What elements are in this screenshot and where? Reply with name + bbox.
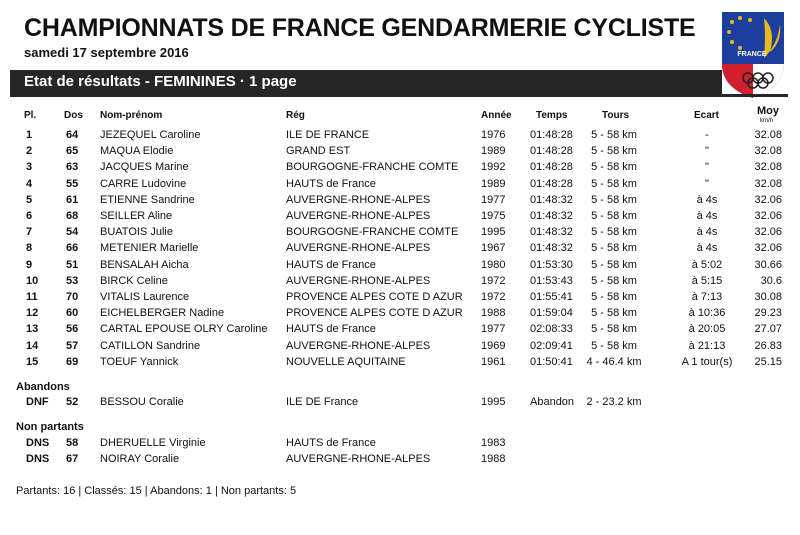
cell-place: 3 bbox=[26, 161, 33, 174]
cell-year: 1969 bbox=[481, 339, 506, 352]
cell-place: DNS bbox=[26, 453, 50, 466]
column-header-dos: Dos bbox=[64, 110, 83, 121]
cell-laps: 5 - 58 km bbox=[591, 193, 637, 206]
cell-region: AUVERGNE-RHONE-ALPES bbox=[286, 274, 431, 287]
cell-name: ETIENNE Sandrine bbox=[100, 193, 195, 206]
cell-place: 12 bbox=[26, 307, 39, 320]
results-banner: Etat de résultats - FEMININES · 1 page bbox=[10, 70, 722, 94]
cell-year: 1988 bbox=[481, 307, 506, 320]
cell-speed: 32.08 bbox=[754, 177, 782, 190]
cell-year: 1972 bbox=[481, 291, 506, 303]
table-row bbox=[0, 396, 800, 412]
cell-speed: 30.08 bbox=[754, 291, 782, 303]
page-title: CHAMPIONNATS DE FRANCE GENDARMERIE CYCLISTE bbox=[24, 14, 696, 42]
cell-name: JEZEQUEL Caroline bbox=[100, 129, 201, 141]
cell-place: 8 bbox=[26, 242, 33, 255]
cell-name: TOEUF Yannick bbox=[100, 355, 179, 368]
cell-laps: 5 - 58 km bbox=[591, 161, 637, 174]
cell-gap: à 20:05 bbox=[688, 323, 726, 336]
cell-place: 2 bbox=[26, 145, 33, 158]
section-label-non-partants: Non partants bbox=[16, 421, 84, 433]
section-label-abandons: Abandons bbox=[16, 381, 70, 393]
cell-gap: à 10:36 bbox=[688, 307, 726, 320]
cell-name: MAQUA Elodie bbox=[100, 145, 174, 158]
cell-speed: 30.6 bbox=[760, 274, 782, 287]
table-row bbox=[0, 307, 800, 323]
cell-region: HAUTS de France bbox=[286, 437, 376, 449]
cell-year: 1995 bbox=[481, 396, 506, 408]
table-row bbox=[0, 453, 800, 469]
cell-bib: 54 bbox=[66, 226, 79, 239]
cell-year: 1995 bbox=[481, 226, 506, 239]
table-row bbox=[0, 210, 800, 226]
event-date: samedi 17 septembre 2016 bbox=[24, 45, 189, 60]
cell-bib: 68 bbox=[66, 210, 79, 222]
cell-region: NOUVELLE AQUITAINE bbox=[286, 355, 406, 368]
cell-year: 1989 bbox=[481, 145, 506, 158]
cell-place: DNS bbox=[26, 437, 50, 449]
cell-region: AUVERGNE-RHONE-ALPES bbox=[286, 210, 431, 222]
cell-gap: à 4s bbox=[696, 210, 718, 222]
cell-region: HAUTS de France bbox=[286, 258, 376, 271]
cell-place: DNF bbox=[26, 396, 49, 408]
cell-name: BESSOU Coralie bbox=[100, 396, 184, 408]
cell-gap: à 4s bbox=[696, 226, 718, 239]
cell-bib: 58 bbox=[66, 437, 79, 449]
cell-year: 1972 bbox=[481, 274, 506, 287]
cell-name: DHERUELLE Virginie bbox=[100, 437, 206, 449]
cell-time: 01:48:28 bbox=[530, 145, 573, 158]
cell-laps: 5 - 58 km bbox=[591, 242, 637, 255]
table-row bbox=[0, 323, 800, 339]
cell-time: 01:55:41 bbox=[530, 291, 573, 303]
column-header-ecart: Ecart bbox=[694, 110, 720, 121]
table-row bbox=[0, 194, 800, 210]
cell-place: 10 bbox=[26, 274, 39, 287]
cell-name: CARRE Ludovine bbox=[100, 177, 187, 190]
cell-laps: 4 - 46.4 km bbox=[586, 355, 642, 368]
cell-region: BOURGOGNE-FRANCHE COMTE bbox=[286, 226, 459, 239]
cell-speed: 29.23 bbox=[754, 307, 782, 320]
cell-bib: 52 bbox=[66, 396, 79, 408]
table-row bbox=[0, 161, 800, 177]
cell-laps: 5 - 58 km bbox=[591, 129, 637, 141]
cell-region: AUVERGNE-RHONE-ALPES bbox=[286, 453, 431, 466]
cell-time: 01:48:32 bbox=[530, 226, 573, 239]
cell-region: ILE DE France bbox=[286, 396, 359, 408]
cell-place: 1 bbox=[26, 129, 33, 141]
cell-year: 1983 bbox=[481, 437, 506, 449]
table-row bbox=[0, 259, 800, 275]
cell-speed: 27.07 bbox=[754, 323, 782, 336]
cell-time: 01:48:32 bbox=[530, 210, 573, 222]
cell-speed: 32.08 bbox=[754, 145, 782, 158]
cell-speed: 25.15 bbox=[754, 355, 782, 368]
cell-name: CATILLON Sandrine bbox=[100, 339, 201, 352]
cell-bib: 55 bbox=[66, 177, 79, 190]
cell-bib: 56 bbox=[66, 323, 79, 336]
cell-bib: 57 bbox=[66, 339, 79, 352]
cell-region: PROVENCE ALPES COTE D AZUR bbox=[286, 307, 463, 320]
cell-year: 1975 bbox=[481, 210, 506, 222]
cell-year: 1967 bbox=[481, 242, 506, 255]
cell-gap: à 4s bbox=[696, 242, 718, 255]
cell-laps: 5 - 58 km bbox=[591, 307, 637, 320]
cell-year: 1976 bbox=[481, 129, 506, 141]
cell-speed: 30.66 bbox=[754, 258, 782, 271]
cell-region: AUVERGNE-RHONE-ALPES bbox=[286, 193, 431, 206]
cell-speed: 32.06 bbox=[754, 210, 782, 222]
cell-gap: " bbox=[705, 145, 709, 158]
cell-time: 01:48:32 bbox=[530, 242, 573, 255]
cell-time: 01:48:28 bbox=[530, 129, 573, 141]
cell-time: Abandon bbox=[530, 396, 575, 408]
cell-year: 1988 bbox=[481, 453, 506, 466]
cell-gap: à 7:13 bbox=[691, 291, 723, 303]
cell-time: 01:53:43 bbox=[530, 274, 573, 287]
column-header-moy: Moy bbox=[757, 105, 779, 117]
cell-gap: à 21:13 bbox=[688, 339, 726, 352]
summary-footer: Partants: 16 | Classés: 15 | Abandons: 1 | Non partants: 5 bbox=[16, 485, 297, 497]
cell-gap: " bbox=[705, 161, 709, 174]
cell-name: EICHELBERGER Nadine bbox=[100, 307, 225, 320]
cell-time: 01:53:30 bbox=[530, 258, 573, 271]
cell-region: BOURGOGNE-FRANCHE COMTE bbox=[286, 161, 459, 174]
cell-place: 11 bbox=[26, 291, 38, 303]
cell-name: VITALIS Laurence bbox=[100, 291, 190, 303]
table-row bbox=[0, 437, 800, 453]
cell-gap: à 5:02 bbox=[691, 258, 723, 271]
table-row bbox=[0, 340, 800, 356]
cell-time: 02:09:41 bbox=[530, 339, 573, 352]
cell-gap: à 4s bbox=[696, 193, 718, 206]
cell-name: JACQUES Marine bbox=[100, 161, 189, 174]
cell-time: 01:48:28 bbox=[530, 161, 573, 174]
cell-place: 4 bbox=[26, 177, 33, 190]
cell-time: 02:08:33 bbox=[530, 323, 573, 336]
cell-gap: à 5:15 bbox=[691, 274, 723, 287]
cell-name: BIRCK Celine bbox=[100, 274, 168, 287]
banner-underline bbox=[10, 94, 788, 97]
cell-region: ILE DE FRANCE bbox=[286, 129, 370, 141]
cell-gap: - bbox=[705, 129, 709, 141]
cell-year: 1961 bbox=[481, 355, 506, 368]
column-header-pl: Pl. bbox=[24, 110, 37, 121]
cell-name: BUATOIS Julie bbox=[100, 226, 173, 239]
cell-time: 01:48:28 bbox=[530, 177, 573, 190]
table-row bbox=[0, 356, 800, 372]
table-row bbox=[0, 226, 800, 242]
cell-bib: 66 bbox=[66, 242, 79, 255]
cell-speed: 26.83 bbox=[754, 339, 782, 352]
cell-laps: 5 - 58 km bbox=[591, 258, 637, 271]
cell-name: CARTAL EPOUSE OLRY Caroline bbox=[100, 323, 268, 336]
cell-laps: 5 - 58 km bbox=[591, 291, 637, 303]
cell-name: BENSALAH Aicha bbox=[100, 258, 189, 271]
column-header-year: Année bbox=[481, 110, 512, 121]
cell-bib: 70 bbox=[66, 291, 79, 303]
cell-time: 01:59:04 bbox=[530, 307, 573, 320]
cell-bib: 63 bbox=[66, 161, 79, 174]
logo-text: FRANCE bbox=[737, 51, 767, 58]
cell-bib: 65 bbox=[66, 145, 79, 158]
cell-laps: 5 - 58 km bbox=[591, 145, 637, 158]
cell-gap: " bbox=[705, 177, 709, 190]
table-row bbox=[0, 291, 800, 307]
cell-bib: 61 bbox=[66, 193, 79, 206]
cell-place: 14 bbox=[26, 339, 39, 352]
cell-time: 01:50:41 bbox=[530, 355, 573, 368]
cell-laps: 5 - 58 km bbox=[591, 323, 637, 336]
cell-laps: 2 - 23.2 km bbox=[586, 396, 642, 408]
table-row bbox=[0, 242, 800, 258]
cell-year: 1977 bbox=[481, 323, 506, 336]
cell-speed: 32.06 bbox=[754, 226, 782, 239]
cell-bib: 53 bbox=[66, 274, 79, 287]
cell-gap: A 1 tour(s) bbox=[681, 355, 733, 368]
cell-speed: 32.06 bbox=[754, 242, 782, 255]
cell-laps: 5 - 58 km bbox=[591, 339, 637, 352]
cell-bib: 60 bbox=[66, 307, 79, 320]
cell-name: NOIRAY Coralie bbox=[100, 453, 180, 466]
cell-region: AUVERGNE-RHONE-ALPES bbox=[286, 242, 431, 255]
column-header-name: Nom-prénom bbox=[100, 110, 163, 121]
cell-year: 1989 bbox=[481, 177, 506, 190]
column-header-moy-unit: km/h bbox=[760, 118, 774, 124]
table-row bbox=[0, 145, 800, 161]
cell-laps: 5 - 58 km bbox=[591, 274, 637, 287]
cell-region: HAUTS de France bbox=[286, 323, 376, 336]
cell-laps: 5 - 58 km bbox=[591, 226, 637, 239]
cell-region: AUVERGNE-RHONE-ALPES bbox=[286, 339, 431, 352]
cell-region: HAUTS de France bbox=[286, 177, 376, 190]
cell-place: 5 bbox=[26, 193, 33, 206]
cell-year: 1977 bbox=[481, 193, 506, 206]
cell-year: 1992 bbox=[481, 161, 506, 174]
column-header-time: Temps bbox=[536, 110, 568, 121]
cell-year: 1980 bbox=[481, 258, 506, 271]
column-header-reg: Rég bbox=[286, 110, 305, 121]
cell-place: 9 bbox=[26, 258, 33, 271]
cell-place: 15 bbox=[26, 355, 39, 368]
cell-bib: 69 bbox=[66, 355, 79, 368]
cell-laps: 5 - 58 km bbox=[591, 177, 637, 190]
cell-name: SEILLER Aline bbox=[100, 210, 173, 222]
cell-laps: 5 - 58 km bbox=[591, 210, 637, 222]
cell-bib: 67 bbox=[66, 453, 79, 466]
cell-region: GRAND EST bbox=[286, 145, 351, 158]
gendarmerie-logo bbox=[718, 8, 788, 100]
table-row bbox=[0, 275, 800, 291]
cell-speed: 32.06 bbox=[754, 193, 782, 206]
cell-bib: 51 bbox=[66, 258, 79, 271]
cell-place: 13 bbox=[26, 323, 39, 336]
cell-speed: 32.08 bbox=[754, 129, 782, 141]
cell-bib: 64 bbox=[66, 129, 79, 141]
cell-place: 7 bbox=[26, 226, 33, 239]
cell-name: METENIER Marielle bbox=[100, 242, 199, 255]
table-row bbox=[0, 129, 800, 145]
cell-time: 01:48:32 bbox=[530, 193, 573, 206]
cell-region: PROVENCE ALPES COTE D AZUR bbox=[286, 291, 463, 303]
cell-speed: 32.08 bbox=[754, 161, 782, 174]
table-row bbox=[0, 178, 800, 194]
column-header-tours: Tours bbox=[602, 110, 630, 121]
cell-place: 6 bbox=[26, 210, 33, 222]
